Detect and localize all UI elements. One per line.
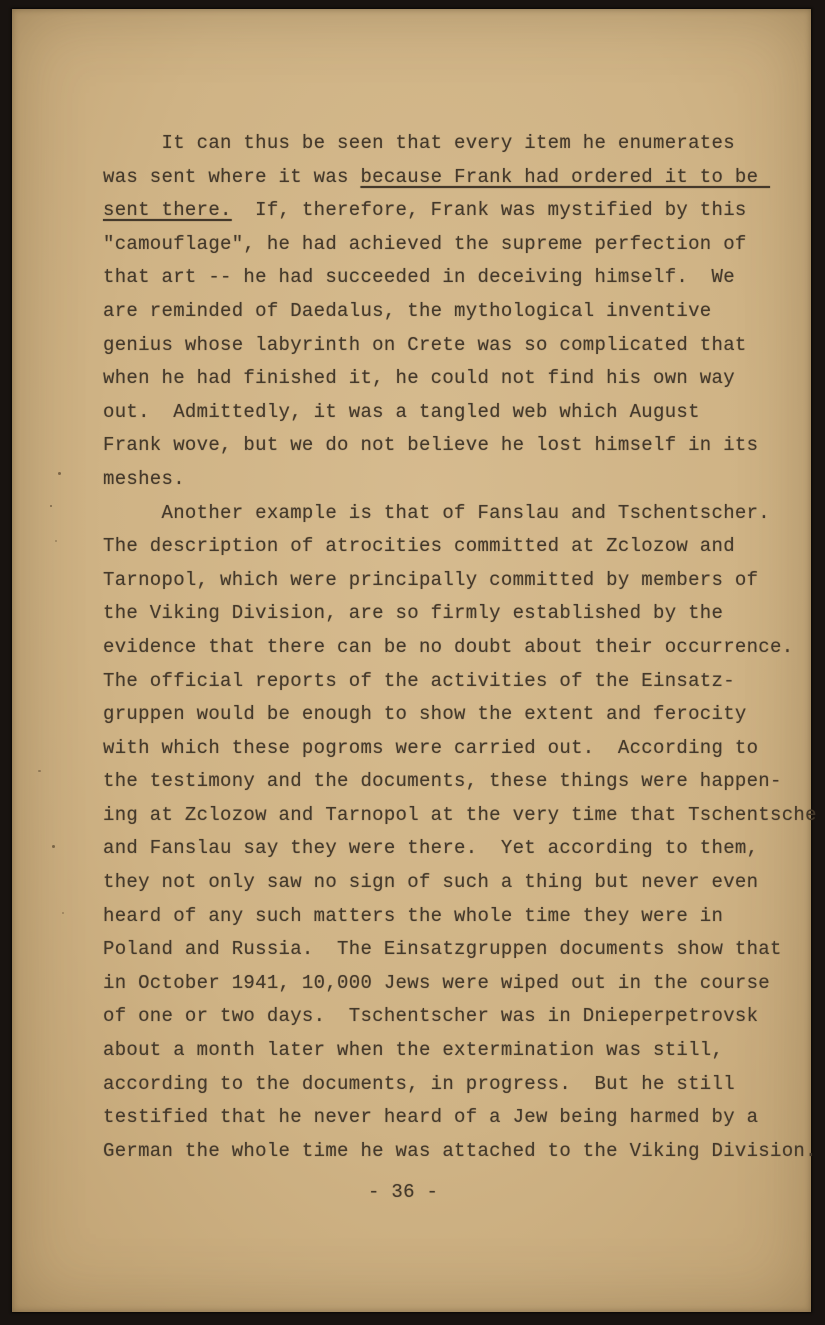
text-segment: Poland and Russia. The Einsatzgruppen documents show that	[103, 938, 782, 961]
text-line	[103, 631, 801, 665]
underlined-text: sent there.	[103, 199, 232, 222]
text-line	[103, 1034, 801, 1068]
text-line	[103, 799, 817, 833]
text-segment: ing at Zclozow and Tarnopol at the very time that Tschentsche	[103, 803, 817, 826]
text-segment: Tarnopol, which were principally committed by members of	[103, 568, 759, 591]
text-line	[103, 1101, 801, 1135]
text-line	[103, 194, 801, 228]
text-segment: according to the documents, in progress. But he still	[103, 1072, 735, 1095]
text-line	[103, 866, 801, 900]
text-segment: the Viking Division, are so firmly established by the	[103, 602, 724, 625]
text-segment: in October 1941, 10,000 Jews were wiped out in the course	[103, 971, 771, 994]
text-segment: heard of any such matters the whole time they were in	[103, 904, 724, 927]
text-line	[103, 295, 801, 329]
text-segment: Another example is that of Fanslau and Tschentscher.	[103, 501, 771, 524]
text-line	[103, 530, 801, 564]
text-segment: "camouflage", he had achieved the supreme perfection of	[103, 232, 747, 255]
text-line	[103, 832, 801, 866]
paper-speck	[58, 472, 61, 475]
text-segment: that art -- he had succeeded in deceiving himself. We	[103, 266, 735, 289]
text-segment: are reminded of Daedalus, the mythological inventive	[103, 299, 712, 322]
text-line	[103, 161, 801, 195]
text-segment: testified that he never heard of a Jew being harmed by a	[103, 1106, 759, 1129]
text-segment: when he had finished it, he could not find his own way	[103, 367, 735, 390]
text-segment: The description of atrocities committed at Zclozow and	[103, 535, 735, 558]
page-number: - 36 -	[368, 1181, 439, 1203]
text-segment: gruppen would be enough to show the extent and ferocity	[103, 703, 747, 726]
document-page	[12, 9, 817, 1312]
text-segment: German the whole time he was attached to the Viking Division.	[103, 1139, 817, 1162]
text-line	[103, 765, 801, 799]
paper-speck	[62, 912, 64, 914]
text-segment: and Fanslau say they were there. Yet according to them,	[103, 837, 759, 860]
paper-speck	[55, 540, 57, 542]
text-line	[103, 228, 801, 262]
paper-speck	[52, 845, 55, 848]
text-line	[103, 329, 801, 363]
text-line	[103, 261, 801, 295]
text-segment: about a month later when the extermination was still,	[103, 1039, 724, 1062]
text-segment: genius whose labyrinth on Crete was so complicated that	[103, 333, 747, 356]
text-line	[103, 429, 801, 463]
text-line	[103, 933, 801, 967]
paper-speck	[38, 770, 41, 772]
text-line	[103, 127, 801, 161]
text-segment: of one or two days. Tschentscher was in Dnieperpetrovsk	[103, 1005, 759, 1028]
text-line	[103, 967, 801, 1001]
text-segment: out. Admittedly, it was a tangled web which August	[103, 400, 700, 423]
text-segment: the testimony and the documents, these things were happen-	[103, 770, 782, 793]
paper-speck	[50, 505, 52, 507]
text-line	[103, 732, 801, 766]
text-line	[103, 362, 801, 396]
document-text	[103, 127, 817, 1168]
text-line	[103, 698, 801, 732]
text-line	[103, 497, 801, 531]
text-line	[103, 900, 801, 934]
text-line	[103, 564, 801, 598]
text-line	[103, 396, 801, 430]
text-segment: If, therefore, Frank was mystified by this	[231, 199, 747, 222]
text-line	[103, 463, 801, 497]
text-line	[103, 1068, 801, 1102]
text-segment: was sent where it was	[103, 165, 361, 188]
text-line	[103, 1000, 801, 1034]
text-segment: It can thus be seen that every item he enumerates	[103, 132, 735, 154]
underlined-text: because Frank had ordered it to be	[360, 165, 771, 188]
text-segment: evidence that there can be no doubt about their occurrence.	[103, 635, 794, 658]
text-line	[103, 597, 801, 631]
text-segment: The official reports of the activities of the Einsatz-	[103, 669, 735, 692]
text-segment: they not only saw no sign of such a thing but never even	[103, 871, 759, 894]
text-segment: Frank wove, but we do not believe he lost himself in its	[103, 434, 759, 457]
text-segment: meshes.	[103, 467, 185, 490]
text-line	[103, 665, 801, 699]
text-segment: with which these pogroms were carried out. According to	[103, 736, 759, 759]
text-line	[103, 1135, 817, 1169]
